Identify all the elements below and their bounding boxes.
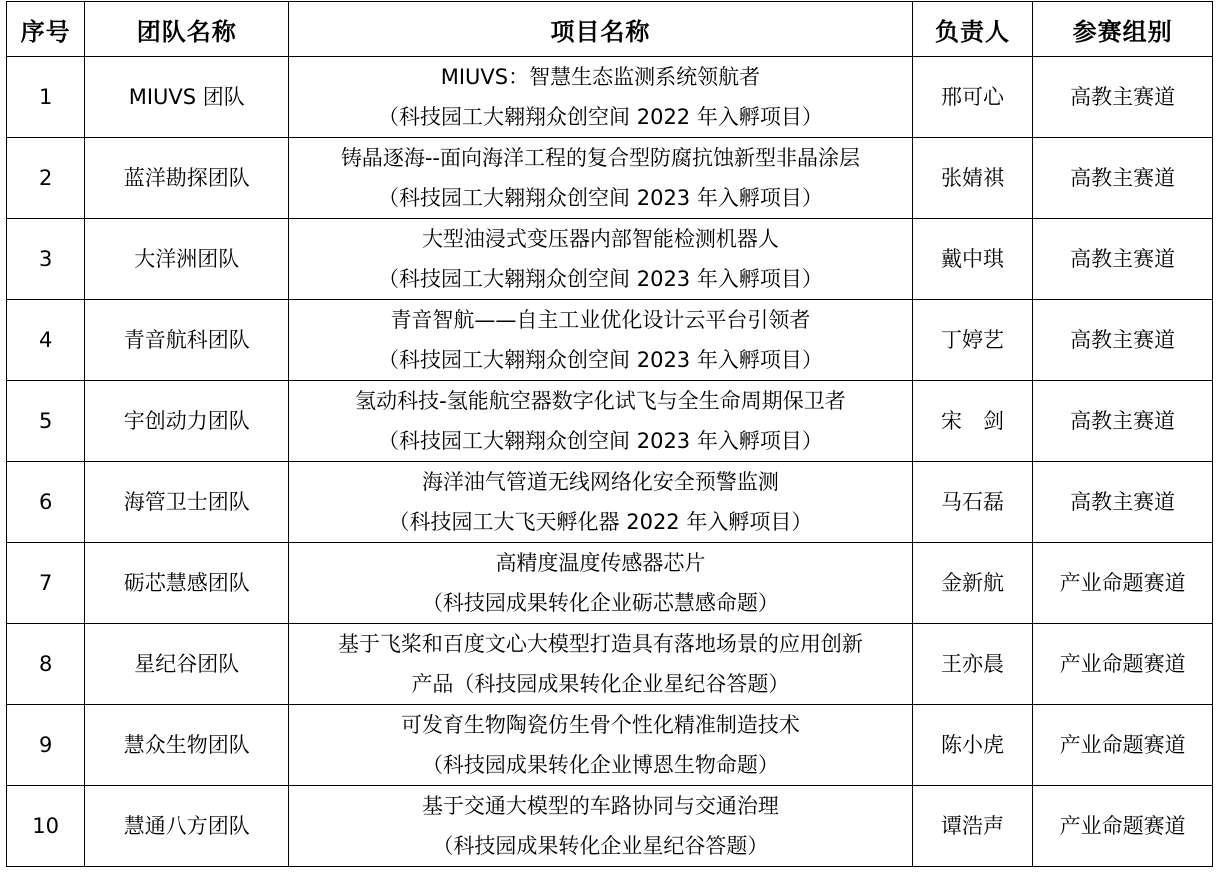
row-index: 8: [7, 624, 85, 705]
row-index: 6: [7, 462, 85, 543]
project-name: [289, 219, 913, 300]
team-name: 海管卫士团队: [85, 462, 289, 543]
track-name: 产业命题赛道: [1033, 705, 1213, 786]
team-name: 慧通八方团队: [85, 786, 289, 867]
row-index: 5: [7, 381, 85, 462]
row-index: 7: [7, 543, 85, 624]
track-name: 产业命题赛道: [1033, 786, 1213, 867]
project-name: [289, 300, 913, 381]
project-title: 基于交通大模型的车路协同与交通治理: [421, 794, 779, 818]
track-name: 高教主赛道: [1033, 462, 1213, 543]
team-name: 蓝洋勘探团队: [85, 138, 289, 219]
project-title: 氢动科技-氢能航空器数字化试飞与全生命周期保卫者: [355, 389, 846, 413]
header-row: [7, 2, 1213, 57]
track-name: 高教主赛道: [1033, 219, 1213, 300]
project-title: 高精度温度传感器芯片: [495, 551, 706, 575]
project-source: （科技园工大翱翔众创空间 2023 年入孵项目）: [378, 429, 823, 453]
row-index: 9: [7, 705, 85, 786]
leader-name: 王亦晨: [912, 624, 1032, 705]
table-row: [7, 300, 1213, 381]
team-name: 宇创动力团队: [85, 381, 289, 462]
team-name: 大洋洲团队: [85, 219, 289, 300]
project-source: （科技园工大翱翔众创空间 2023 年入孵项目）: [378, 348, 823, 372]
leader-name: 丁婷艺: [912, 300, 1032, 381]
project-source: （科技园成果转化企业砺芯慧感命题）: [421, 591, 779, 615]
project-name: [289, 786, 913, 867]
header-track: 参赛组别: [1033, 2, 1213, 57]
leader-name: 陈小虎: [912, 705, 1032, 786]
project-name: [289, 705, 913, 786]
table-row: [7, 786, 1213, 867]
project-source: （科技园成果转化企业星纪谷答题）: [432, 834, 769, 858]
project-name: [289, 57, 913, 138]
project-source: （科技园工大翱翔众创空间 2023 年入孵项目）: [378, 186, 823, 210]
project-title: 青音智航——自主工业优化设计云平台引领者: [390, 308, 811, 332]
team-name: 慧众生物团队: [85, 705, 289, 786]
track-name: 产业命题赛道: [1033, 543, 1213, 624]
project-name: [289, 462, 913, 543]
row-index: 4: [7, 300, 85, 381]
header-team-name: 团队名称: [85, 2, 289, 57]
row-index: 2: [7, 138, 85, 219]
table-row: [7, 543, 1213, 624]
team-name: MIUVS 团队: [85, 57, 289, 138]
track-name: 高教主赛道: [1033, 138, 1213, 219]
project-name: [289, 543, 913, 624]
header-project-name: 项目名称: [289, 2, 913, 57]
row-index: 3: [7, 219, 85, 300]
track-name: 高教主赛道: [1033, 300, 1213, 381]
project-title: MIUVS：智慧生态监测系统领航者: [440, 65, 761, 89]
table-row: [7, 381, 1213, 462]
track-name: 产业命题赛道: [1033, 624, 1213, 705]
project-title: 铸晶逐海--面向海洋工程的复合型防腐抗蚀新型非晶涂层: [340, 146, 861, 170]
table-row: [7, 138, 1213, 219]
row-index: 10: [7, 786, 85, 867]
project-title: 基于飞桨和百度文心大模型打造具有落地场景的应用创新: [337, 632, 863, 656]
leader-name: 戴中琪: [912, 219, 1032, 300]
project-source: （科技园工大翱翔众创空间 2022 年入孵项目）: [378, 105, 823, 129]
team-name: 青音航科团队: [85, 300, 289, 381]
project-source: （科技园工大翱翔众创空间 2023 年入孵项目）: [378, 267, 823, 291]
table-row: [7, 57, 1213, 138]
track-name: 高教主赛道: [1033, 381, 1213, 462]
leader-name: 马石磊: [912, 462, 1032, 543]
table-row: [7, 462, 1213, 543]
project-source: 产品（科技园成果转化企业星纪谷答题）: [411, 672, 790, 696]
leader-name: 张婧祺: [912, 138, 1032, 219]
leader-name: 宋 剑: [912, 381, 1032, 462]
table-row: [7, 705, 1213, 786]
project-title: 海洋油气管道无线网络化安全预警监测: [421, 470, 779, 494]
project-title: 大型油浸式变压器内部智能检测机器人: [421, 227, 779, 251]
project-name: [289, 624, 913, 705]
table-row: [7, 219, 1213, 300]
leader-name: 谭浩声: [912, 786, 1032, 867]
track-name: 高教主赛道: [1033, 57, 1213, 138]
table-row: [7, 624, 1213, 705]
project-source: （科技园工大飞天孵化器 2022 年入孵项目）: [388, 510, 813, 534]
header-index: 序号: [7, 2, 85, 57]
project-source: （科技园成果转化企业博恩生物命题）: [421, 753, 779, 777]
row-index: 1: [7, 57, 85, 138]
project-title: 可发育生物陶瓷仿生骨个性化精准制造技术: [400, 713, 800, 737]
team-name: 砺芯慧感团队: [85, 543, 289, 624]
project-name: [289, 381, 913, 462]
team-name: 星纪谷团队: [85, 624, 289, 705]
project-name: [289, 138, 913, 219]
leader-name: 邢可心: [912, 57, 1032, 138]
leader-name: 金新航: [912, 543, 1032, 624]
competition-project-table: [6, 1, 1213, 867]
header-leader: 负责人: [912, 2, 1032, 57]
